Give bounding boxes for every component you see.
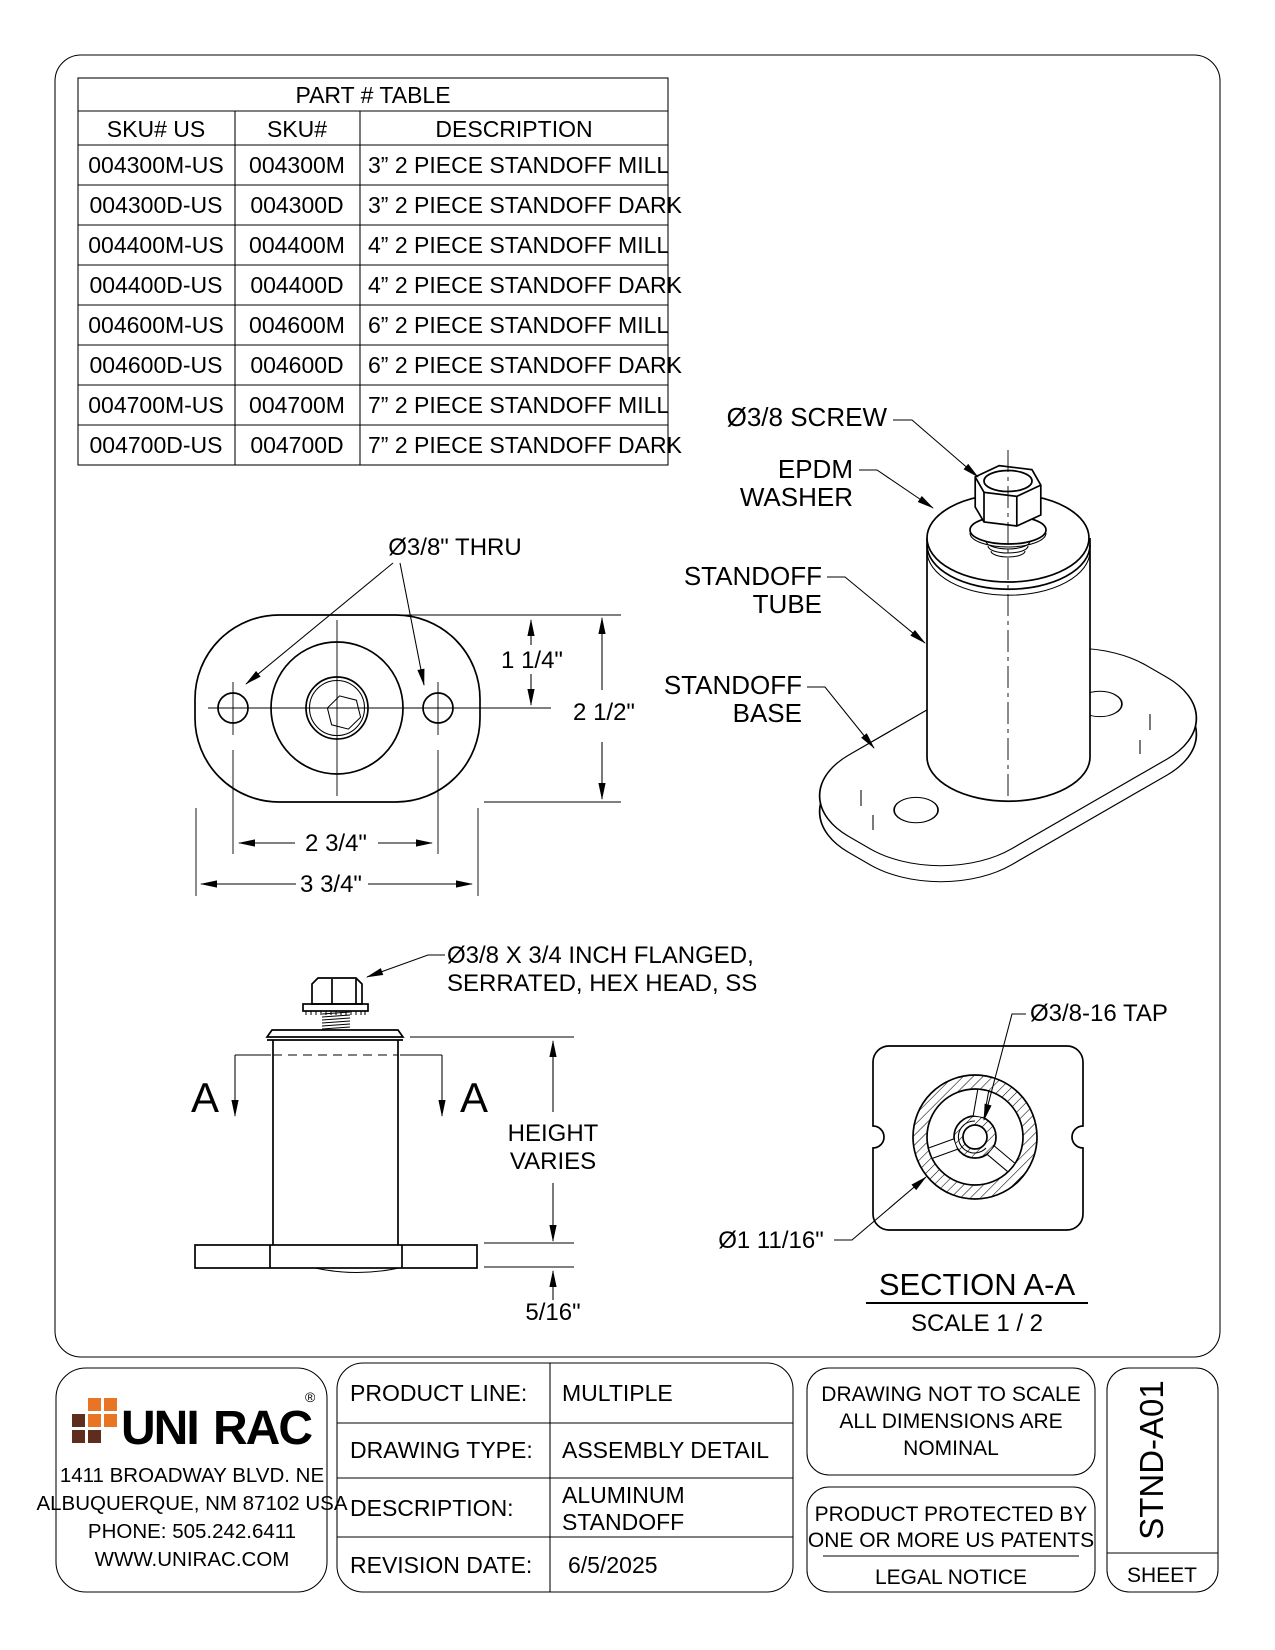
label-screw: Ø3/8 SCREW bbox=[726, 402, 887, 432]
label-height-1: HEIGHT bbox=[507, 1120, 599, 1147]
note-patent-2: ONE OR MORE US PATENTS bbox=[807, 1529, 1095, 1552]
col-header-desc: DESCRIPTION bbox=[435, 116, 593, 142]
label-standoff-base-2: BASE bbox=[732, 698, 802, 728]
sheet-label: SHEET bbox=[1126, 1564, 1198, 1587]
cell-sku: 004300M bbox=[249, 152, 345, 178]
label-thru-hole: Ø3/8" THRU bbox=[388, 534, 522, 561]
section-letter-left: A bbox=[190, 1074, 220, 1121]
table-row bbox=[90, 432, 683, 458]
address-line-1: 1411 BROADWAY BLVD. NE bbox=[59, 1464, 325, 1487]
cell-desc: 3” 2 PIECE STANDOFF DARK bbox=[368, 192, 682, 218]
cell-sku: 004600D bbox=[250, 352, 344, 378]
cell-sku: 004300D bbox=[250, 192, 344, 218]
description-value-2: STANDOFF bbox=[562, 1509, 685, 1535]
table-row bbox=[88, 152, 669, 178]
product-line-value: MULTIPLE bbox=[562, 1380, 673, 1406]
col-header-sku-us: SKU# US bbox=[106, 116, 206, 142]
label-standoff-tube-2: TUBE bbox=[752, 589, 822, 619]
section-letter-right: A bbox=[459, 1074, 489, 1121]
cell-desc: 4” 2 PIECE STANDOFF DARK bbox=[368, 272, 682, 298]
table-title: PART # TABLE bbox=[295, 82, 451, 108]
cell-sku-us: 004600M-US bbox=[88, 312, 224, 338]
registered-mark: ® bbox=[305, 1389, 316, 1405]
address-line-3: PHONE: 505.242.6411 bbox=[87, 1520, 297, 1543]
table-row bbox=[88, 392, 669, 418]
address-line-4: WWW.UNIRAC.COM bbox=[94, 1548, 290, 1571]
description-label: DESCRIPTION: bbox=[350, 1495, 514, 1521]
note-scale-2: ALL DIMENSIONS ARE bbox=[839, 1410, 1063, 1433]
label-tap: Ø3/8-16 TAP bbox=[1030, 1000, 1168, 1027]
drawing-type-value: ASSEMBLY DETAIL bbox=[562, 1437, 770, 1463]
label-washer: WASHER bbox=[739, 482, 853, 512]
description-value-1: ALUMINUM bbox=[562, 1482, 685, 1508]
revision-date-label: REVISION DATE: bbox=[350, 1552, 533, 1578]
label-height-2: VARIES bbox=[509, 1148, 597, 1175]
label-standoff-tube-1: STANDOFF bbox=[683, 561, 822, 591]
revision-date-value: 6/5/2025 bbox=[568, 1552, 658, 1578]
cell-desc: 3” 2 PIECE STANDOFF MILL bbox=[368, 152, 670, 178]
logo-text-rac: RAC bbox=[213, 1402, 311, 1455]
note-scale-3: NOMINAL bbox=[903, 1437, 999, 1460]
note-scale-1: DRAWING NOT TO SCALE bbox=[821, 1383, 1081, 1406]
address-line-2: ALBUQUERQUE, NM 87102 USA bbox=[36, 1492, 348, 1515]
table-row bbox=[90, 352, 683, 378]
label-epdm: EPDM bbox=[777, 454, 853, 484]
dim-5-16: 5/16" bbox=[525, 1299, 581, 1326]
product-line-label: PRODUCT LINE: bbox=[350, 1380, 528, 1406]
dim-3-3-4: 3 3/4" bbox=[300, 871, 362, 898]
label-standoff-base-1: STANDOFF bbox=[663, 670, 802, 700]
cell-sku: 004700D bbox=[250, 432, 344, 458]
cell-sku-us: 004400M-US bbox=[88, 232, 224, 258]
table-row bbox=[90, 272, 683, 298]
cell-sku: 004700M bbox=[249, 392, 345, 418]
col-header-sku: SKU# bbox=[266, 116, 328, 142]
cell-sku: 004600M bbox=[249, 312, 345, 338]
legal-notice-link[interactable]: LEGAL NOTICE bbox=[874, 1566, 1028, 1589]
cell-desc: 6” 2 PIECE STANDOFF MILL bbox=[368, 312, 670, 338]
cell-sku-us: 004400D-US bbox=[89, 272, 223, 298]
dim-2-1-2: 2 1/2" bbox=[573, 699, 635, 726]
dim-1-1-4: 1 1/4" bbox=[501, 647, 563, 674]
sheet-code: STND-A01 bbox=[1133, 1380, 1170, 1540]
cell-desc: 6” 2 PIECE STANDOFF DARK bbox=[368, 352, 682, 378]
logo-text-uni: UNI bbox=[121, 1402, 198, 1455]
section-title: SECTION A-A bbox=[878, 1267, 1076, 1302]
cell-sku: 004400M bbox=[249, 232, 345, 258]
cell-sku-us: 004600D-US bbox=[89, 352, 223, 378]
note-patent-1: PRODUCT PROTECTED BY bbox=[814, 1503, 1088, 1526]
table-row bbox=[90, 192, 683, 218]
label-bolt-spec-2: SERRATED, HEX HEAD, SS bbox=[447, 970, 758, 997]
section-scale: SCALE 1 / 2 bbox=[910, 1310, 1044, 1337]
cell-sku-us: 004300D-US bbox=[89, 192, 223, 218]
dim-2-3-4: 2 3/4" bbox=[305, 830, 367, 857]
label-bolt-spec-1: Ø3/8 X 3/4 INCH FLANGED, bbox=[447, 942, 754, 969]
table-row bbox=[88, 232, 669, 258]
drawing-type-label: DRAWING TYPE: bbox=[350, 1437, 533, 1463]
table-row bbox=[88, 312, 669, 338]
cell-sku-us: 004700M-US bbox=[88, 392, 224, 418]
cell-desc: 4” 2 PIECE STANDOFF MILL bbox=[368, 232, 670, 258]
cell-desc: 7” 2 PIECE STANDOFF MILL bbox=[368, 392, 670, 418]
cell-sku-us: 004300M-US bbox=[88, 152, 224, 178]
label-diameter: Ø1 11/16" bbox=[718, 1227, 824, 1254]
cell-sku: 004400D bbox=[250, 272, 344, 298]
cell-desc: 7” 2 PIECE STANDOFF DARK bbox=[368, 432, 682, 458]
cell-sku-us: 004700D-US bbox=[89, 432, 223, 458]
